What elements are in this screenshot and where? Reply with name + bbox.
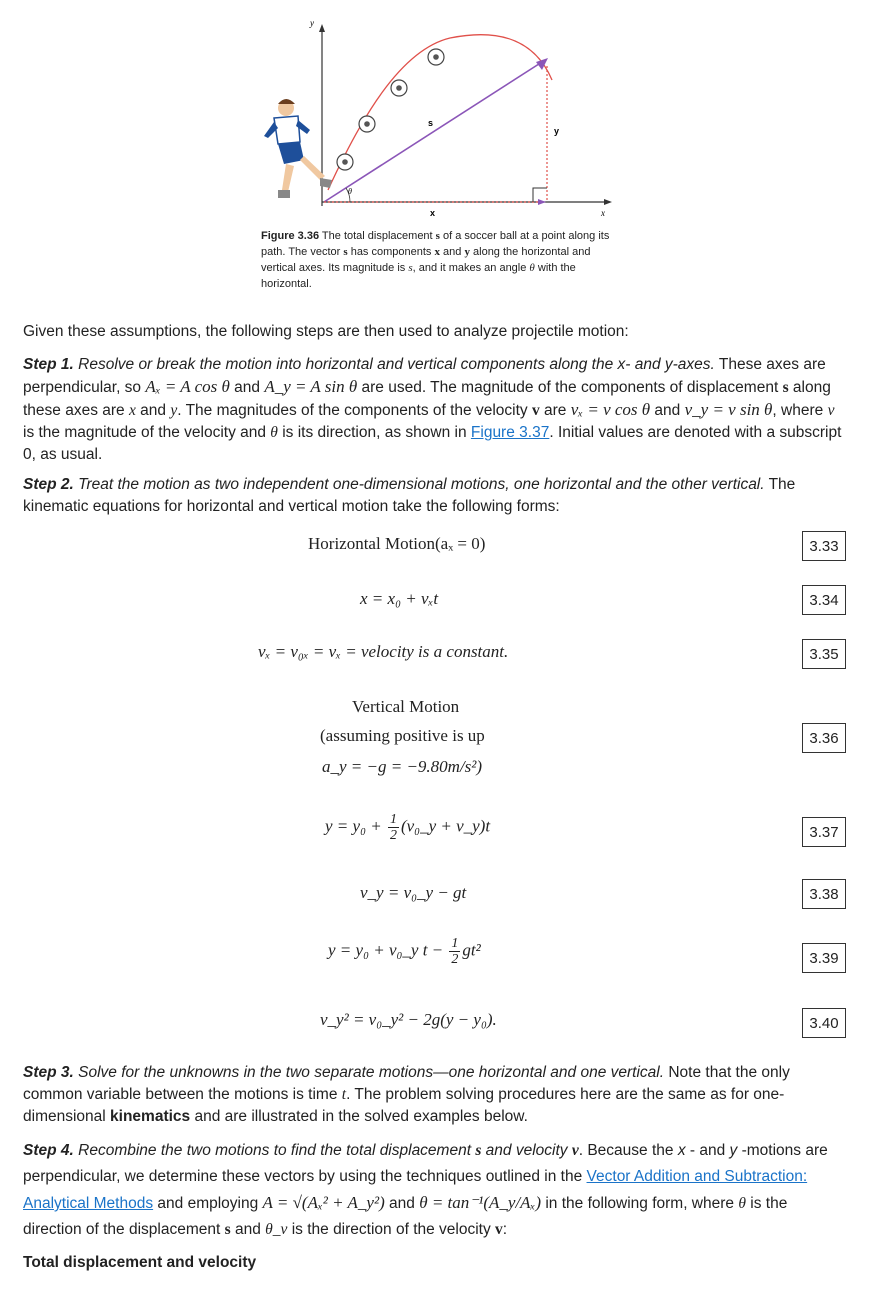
keyword-kinematics: kinematics	[110, 1108, 191, 1125]
caption-var: s	[408, 262, 413, 274]
equation-number: 3.40	[802, 1008, 846, 1038]
text: . The problem solving procedures here are the same as for one-dimensional	[23, 1086, 785, 1125]
soccer-ball-icon	[359, 116, 375, 132]
inline-var: s	[224, 1221, 231, 1238]
intro-paragraph: Given these assumptions, the following steps are then used to analyze projectile motion:	[23, 323, 629, 340]
text: in the following form, where	[541, 1195, 739, 1212]
text: and	[384, 1195, 420, 1212]
caption-text: has components	[347, 246, 435, 258]
projectile-diagram	[250, 10, 620, 220]
step-emphasis: Resolve or break the motion into horizontal and vertical components along the x- and y-axes.	[73, 356, 715, 373]
text: and	[650, 402, 685, 419]
text: are used. The magnitude of the components of displacement	[357, 379, 783, 396]
equation-number: 3.33	[802, 531, 846, 561]
x-axis-arrow	[604, 199, 612, 205]
caption-text: , and it makes an angle	[412, 262, 530, 274]
figure-3-36	[250, 10, 620, 220]
caption-text: along the horizontal and vertical axes. Its magnitude is	[261, 246, 591, 274]
section-heading: Total displacement and velocity	[23, 1254, 257, 1271]
numerator: 1	[389, 812, 397, 827]
eq-part: (v₀_y + v_y)t	[400, 816, 491, 836]
equation-3-40: v_y² = v₀_y² − 2g(y − y₀).	[320, 1010, 497, 1029]
x-component-arrowhead	[538, 199, 546, 205]
text: Note that the only common variable between the motions is time	[23, 1064, 790, 1103]
step4-paragraph	[23, 1138, 848, 1243]
caption-text: of a soccer ball at a point along its path. The vector	[261, 230, 610, 258]
inline-var: s	[782, 379, 789, 396]
text: -motions are perpendicular, we determine these vectors by using the techniques outlined in the	[23, 1142, 828, 1185]
equation-number: 3.38	[802, 879, 846, 909]
soccer-ball-icon	[337, 154, 353, 170]
text: are	[539, 402, 571, 419]
text: The kinematic equations for horizontal and vertical motion take the following forms:	[23, 476, 796, 515]
inline-var: v	[495, 1221, 503, 1238]
inline-var: t	[341, 1086, 347, 1103]
text: is its direction, as shown in	[277, 424, 471, 441]
equation-3-34: x = x₀ + vₓt	[360, 589, 439, 608]
step3-paragraph	[23, 1062, 848, 1128]
text: . The magnitudes of the components of the velocity	[177, 402, 532, 419]
inline-var: s	[475, 1142, 482, 1159]
caption-text: with the horizontal.	[261, 262, 576, 290]
text: , where	[772, 402, 828, 419]
step-label: Step 4.	[23, 1142, 74, 1159]
text: and	[135, 402, 171, 419]
denominator: 2	[451, 952, 459, 967]
equation-number: 3.36	[802, 723, 846, 753]
horizontal-motion-heading: Horizontal Motion(aₓ = 0)	[308, 534, 486, 553]
caption-label: Figure 3.36	[261, 230, 320, 242]
x-axis-label: x	[601, 208, 605, 218]
label-theta: θ	[348, 187, 352, 196]
inline-var: x	[677, 1142, 686, 1159]
caption-text: and	[439, 246, 465, 258]
numerator: 1	[451, 936, 459, 951]
equation-number: 3.35	[802, 639, 846, 669]
vertical-motion-assumption: (assuming positive is up	[320, 726, 485, 745]
equation-number: 3.39	[802, 943, 846, 973]
caption-var: x	[434, 246, 440, 258]
eq-part: gt²	[462, 940, 481, 960]
step-emphasis: Treat the motion as two independent one-dimensional motions, one horizontal and the other vertical.	[73, 476, 765, 493]
inline-var: θ	[738, 1195, 746, 1212]
step-emphasis: Solve for the unknowns in the two separate motions—one horizontal and one vertical.	[73, 1064, 665, 1081]
caption-var: s	[435, 230, 440, 242]
denominator: 2	[389, 828, 397, 843]
inline-math: Aₓ = A cos θ	[145, 377, 230, 396]
inline-var: v	[531, 402, 540, 419]
vertical-motion-heading: Vertical Motion	[352, 697, 460, 716]
text: is the direction of the displacement	[23, 1195, 788, 1238]
vertical-motion-acceleration: a_y = −g = −9.80m/s²)	[322, 757, 483, 776]
text: . Because the	[578, 1142, 678, 1159]
text: is the magnitude of the velocity and	[23, 424, 271, 441]
inline-var: y	[170, 402, 178, 419]
text: along these axes are	[23, 379, 831, 419]
label-x: x	[430, 208, 436, 218]
caption-var: θ	[529, 262, 535, 274]
text: and employing	[153, 1195, 263, 1212]
eq-part: y = y₀ +	[325, 816, 386, 836]
soccer-ball-icon	[428, 49, 444, 65]
equation-3-39	[328, 936, 481, 967]
caption-var: y	[464, 246, 470, 258]
step-label: Step 1.	[23, 356, 74, 373]
step-emphasis: and velocity	[481, 1142, 572, 1159]
text: is the direction of the velocity	[287, 1221, 496, 1238]
equation-3-38: v_y = v₀_y − gt	[360, 883, 467, 902]
text: and	[230, 1221, 266, 1238]
text: and	[229, 379, 265, 396]
text: :	[502, 1221, 508, 1238]
caption-var: s	[343, 246, 348, 258]
inline-var: x	[128, 402, 136, 419]
inline-math: v_y = v sin θ	[684, 400, 773, 419]
text: These axes are perpendicular, so	[23, 356, 826, 396]
text: - and	[685, 1142, 730, 1159]
figure-3-37-link[interactable]: Figure 3.37	[470, 424, 550, 441]
step2-paragraph	[23, 474, 848, 518]
equation-number: 3.34	[802, 585, 846, 615]
y-axis-label: y	[310, 18, 314, 28]
eq-part: y = y₀ + v₀_y t −	[328, 940, 448, 960]
step-label: Step 3.	[23, 1064, 74, 1081]
equation-3-35: vₓ = v₀ₓ = vₓ = velocity is a constant.	[258, 642, 509, 661]
inline-var: θ	[270, 424, 278, 441]
inline-math: A = √(Aₓ² + A_y²)	[262, 1193, 385, 1212]
figure-caption	[261, 228, 611, 292]
soccer-ball-icon	[391, 80, 407, 96]
text: and are illustrated in the solved examples below.	[190, 1108, 528, 1125]
equation-number: 3.37	[802, 817, 846, 847]
label-y: y	[554, 126, 560, 136]
y-axis-arrow	[319, 24, 325, 32]
inline-math: A_y = A sin θ	[264, 377, 358, 396]
step1-paragraph	[23, 354, 848, 466]
inline-var: v	[571, 1142, 579, 1159]
inline-var: y	[729, 1142, 738, 1159]
label-s: s	[428, 118, 434, 128]
text: . Initial values are denoted with a subscript 0, as usual.	[23, 424, 842, 463]
caption-text: The total displacement	[319, 230, 436, 242]
equation-3-37	[325, 812, 490, 843]
inline-math: vₓ = v cos θ	[570, 400, 651, 419]
inline-var: θ_v	[265, 1221, 288, 1238]
step-label: Step 2.	[23, 476, 74, 493]
fraction	[449, 936, 460, 967]
inline-var: v	[827, 402, 835, 419]
fraction	[388, 812, 399, 843]
inline-math: θ = tan⁻¹(A_y/Aₓ)	[419, 1193, 542, 1212]
vector-addition-link[interactable]: Vector Addition and Subtraction: Analytical Methods	[23, 1168, 808, 1212]
step-emphasis: Recombine the two motions to find the total displacement	[73, 1142, 476, 1159]
